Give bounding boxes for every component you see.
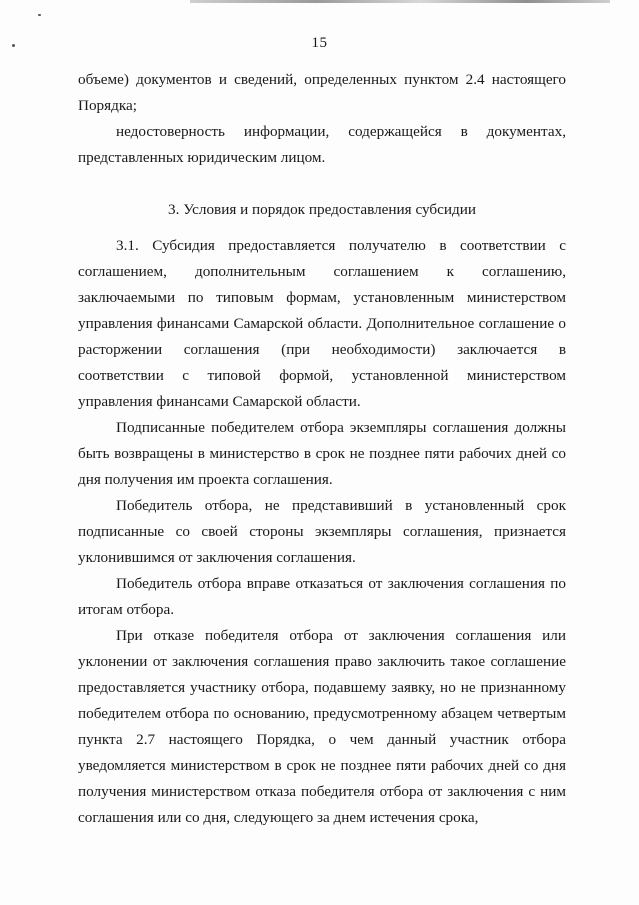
paragraph: Победитель отбора вправе отказаться от заключения соглашения по итогам отбора. [78,575,566,618]
section-heading: 3. Условия и порядок предоставления субсидии [168,201,476,218]
document-body [78,67,566,831]
paragraph: недостоверность информации, содержащейся в документах, представленных юридическим лицом. [78,123,566,166]
paragraph: При отказе победителя отбора от заключения соглашения или уклонении от заключения соглашения право заключить такое соглашение предоставляется участнику отбора, подавшему заявку, но не признанному победителем отбора по основанию, предусмотренному абзацем четвертым пункта 2.7 настоящего Порядка, о чем данный участник отбора уведомляется министерством в срок не позднее пяти рабочих дней со дня получения министерством отказа победителя отбора от заключения с ним соглашения или со дня, следующего за днем истечения срока, [78,627,566,826]
page-number: 15 [311,35,328,51]
scan-edge-artifact [190,0,610,3]
scan-speck [38,14,41,16]
paragraph: объеме) документов и сведений, определенных пунктом 2.4 настоящего Порядка; [78,71,566,114]
paragraph: Победитель отбора, не представивший в установленный срок подписанные со своей стороны экземпляры соглашения, признается уклонившимся от заключения соглашения. [78,497,566,566]
paragraph: Подписанные победителем отбора экземпляры соглашения должны быть возвращены в министерство в срок не позднее пяти рабочих дней со дня получения им проекта соглашения. [78,419,566,488]
paragraph: 3.1. Субсидия предоставляется получателю в соответствии с соглашением, дополнительным соглашением к соглашению, заключаемыми по типовым формам, установленным министерством управления финансами Самарской области. Дополнительное соглашение о расторжении соглашения (при необходимости) заключается в соответствии с типовой формой, установленной министерством управления финансами Самарской области. [78,237,566,410]
